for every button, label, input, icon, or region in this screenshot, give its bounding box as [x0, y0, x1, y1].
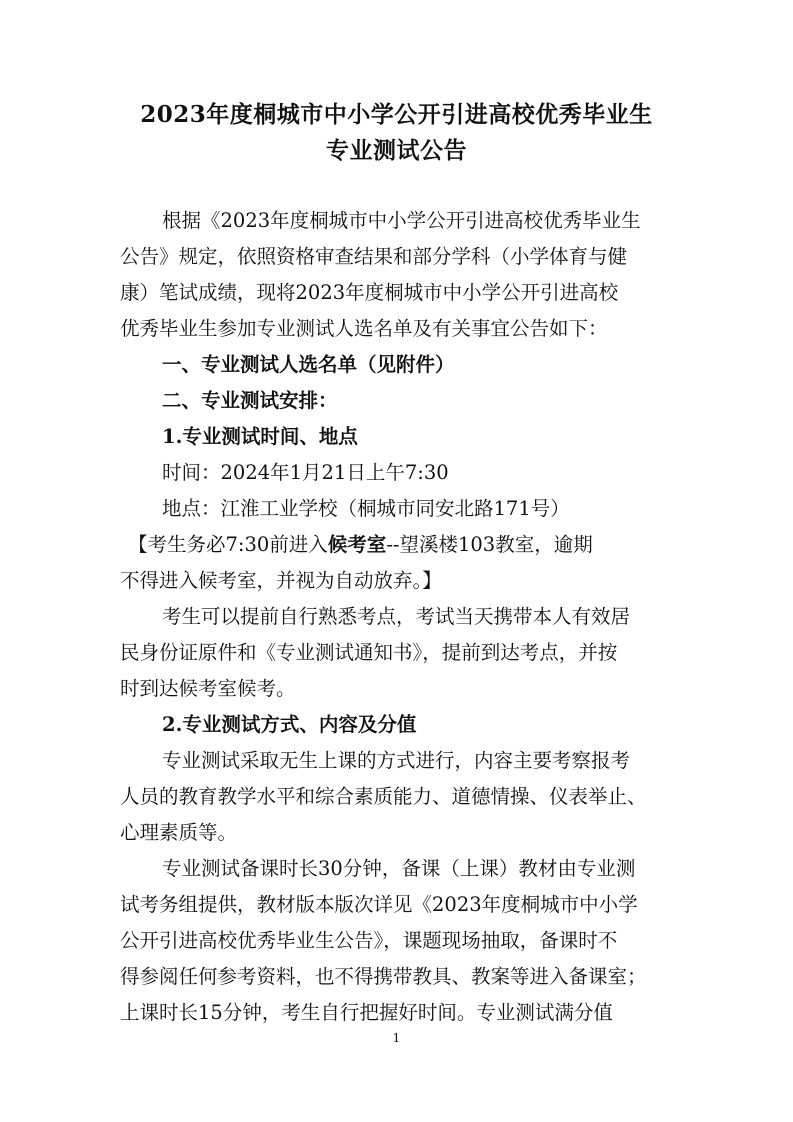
paragraph-line: 时到达候考室候考。 — [120, 677, 296, 700]
notice-text: --望溪楼103教室，逾期 — [386, 533, 593, 556]
section-heading-2: 二、专业测试安排： — [162, 389, 338, 412]
paragraph-line: 康）笔试成绩，现将2023年度桐城市中小学公开引进高校 — [120, 281, 619, 304]
paragraph-line: 专业测试备课时长30分钟，备课（上课）教材由专业测 — [162, 857, 636, 880]
paragraph-line: 人员的教育教学水平和综合素质能力、道德情操、仪表举止、 — [120, 785, 647, 808]
page-number: 1 — [392, 1031, 401, 1045]
document-title-line2: 专业测试公告 — [326, 137, 467, 164]
paragraph-line: 专业测试采取无生上课的方式进行，内容主要考察报考 — [162, 749, 631, 772]
waiting-room-emphasis: 候考室 — [327, 533, 387, 556]
paragraph-line: 不得进入候考室，并视为自动放弃。】 — [120, 569, 442, 592]
paragraph-line: 公告》规定，依照资格审查结果和部分学科（小学体育与健 — [120, 245, 628, 268]
paragraph-line: 试考务组提供，教材版本版次详见《2023年度桐城市中小学 — [120, 893, 638, 916]
paragraph-line: 得参阅任何参考资料，也不得携带教具、教案等进入备课室； — [120, 965, 647, 988]
paragraph-line: 民身份证原件和《专业测试通知书》，提前到达考点，并按 — [120, 641, 618, 664]
paragraph-line: 公开引进高校优秀毕业生公告》，课题现场抽取，备课时不 — [120, 929, 618, 952]
subheading-method: 2.专业测试方式、内容及分值 — [162, 713, 417, 736]
section-heading-1: 一、专业测试人选名单（见附件） — [162, 353, 455, 376]
notice-text: 【考生务必7:30前进入 — [128, 533, 328, 556]
paragraph-line: 考生可以提前自行熟悉考点，考试当天携带本人有效居 — [162, 605, 631, 628]
paragraph-line: 心理素质等。 — [120, 821, 238, 844]
paragraph-line: 优秀毕业生参加专业测试人选名单及有关事宜公告如下： — [120, 317, 608, 340]
paragraph-line: 上课时长15分钟，考生自行把握好时间。专业测试满分值 — [120, 1001, 613, 1024]
paragraph-line: 根据《2023年度桐城市中小学公开引进高校优秀毕业生 — [162, 209, 641, 232]
notice-line — [128, 531, 593, 559]
subheading-time-location: 1.专业测试时间、地点 — [162, 425, 358, 448]
exam-time: 时间：2024年1月21日上午7:30 — [162, 461, 449, 484]
exam-location: 地点：江淮工业学校（桐城市同安北路171号） — [162, 497, 570, 520]
document-title-line1: 2023年度桐城市中小学公开引进高校优秀毕业生 — [140, 101, 653, 128]
